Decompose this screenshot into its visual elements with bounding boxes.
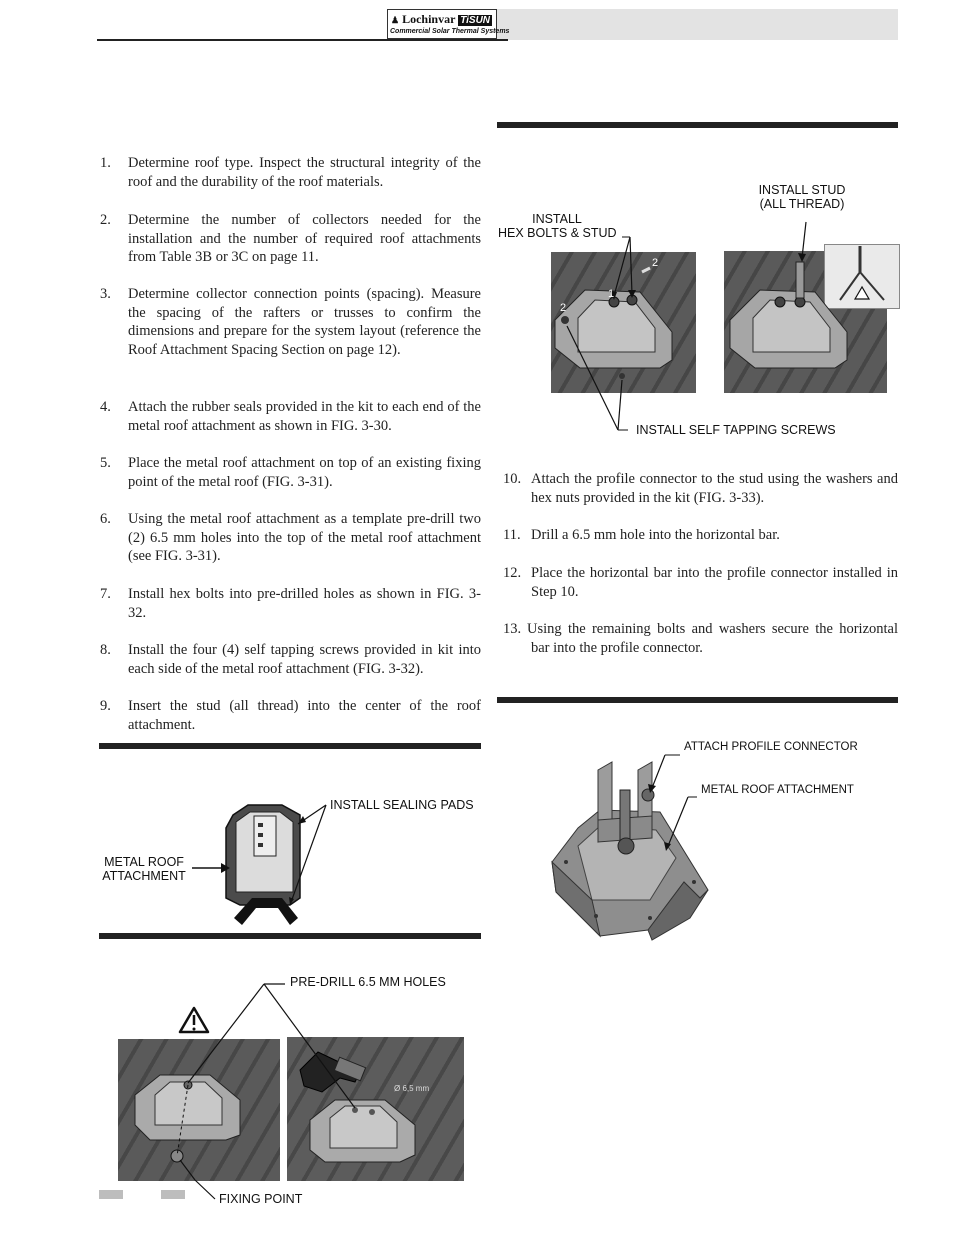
num-label: 1 [608, 288, 615, 300]
logo-wordmark: ♟ Lochinvar TiSUN [391, 12, 491, 26]
num-label: 2 [652, 257, 659, 269]
logo-subtitle: Commercial Solar Thermal Systems [390, 28, 510, 35]
label-self-tapping-screws: INSTALL SELF TAPPING SCREWS [636, 423, 836, 437]
logo-brand: TiSUN [460, 15, 491, 26]
lion-icon: ♟ [391, 15, 400, 25]
label-fixing-point: FIXING POINT [219, 1192, 303, 1206]
num-label: 2 [560, 302, 567, 314]
label-install-stud: INSTALL STUD (ALL THREAD) [758, 183, 846, 211]
label-metal-roof-attachment-33: METAL ROOF ATTACHMENT [701, 784, 854, 796]
label-attach-profile-connector: ATTACH PROFILE CONNECTOR [684, 741, 858, 753]
label-install-hex-bolts: INSTALL HEX BOLTS & STUD [498, 212, 617, 240]
label-drill-size: Ø 6,5 mm [394, 1084, 430, 1093]
label-predrill-holes: PRE-DRILL 6.5 MM HOLES [290, 975, 446, 989]
label-install-sealing-pads: INSTALL SEALING PADS [330, 798, 474, 812]
label-metal-roof-attachment: METAL ROOF ATTACHMENT [102, 855, 186, 883]
